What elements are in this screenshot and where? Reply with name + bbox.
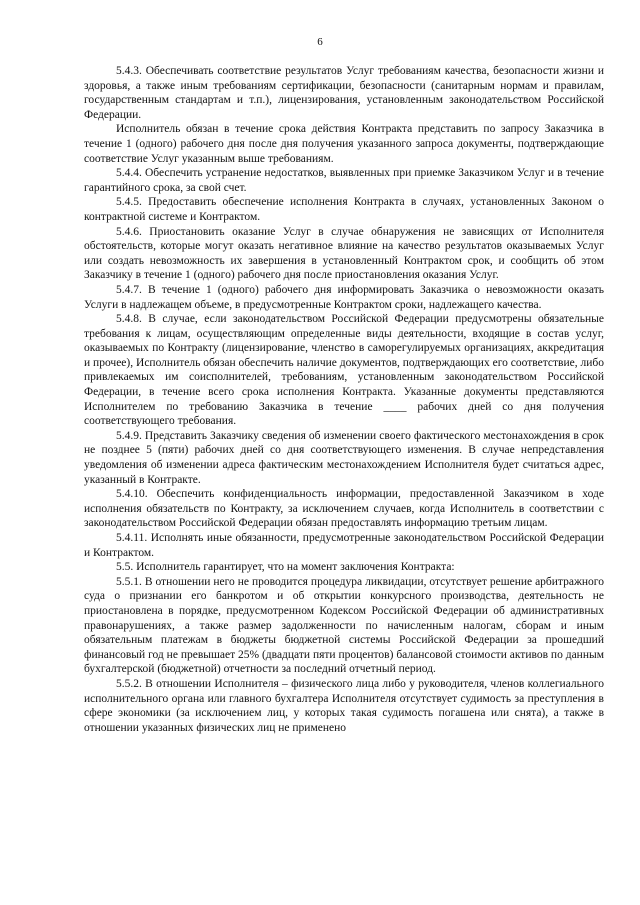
clause-5-4-6: 5.4.6. Приостановить оказание Услуг в случае обнаружения не зависящих от Исполнителя обстоятельств, которые могут оказать негативное влияние на качество результатов оказываемых Услуг или создать невозможность их завершения в установленный Контрактом срок, и сообщить об этом Заказчику в течение 1 (одного) рабочего дня после приостановления оказания Услуг. [84, 225, 604, 282]
document-body [84, 64, 604, 735]
clause-5-4-10: 5.4.10. Обеспечить конфиденциальность информации, предоставленной Заказчиком в ходе исполнения обязательств по Контракту, за исключением случаев, когда Исполнитель в соответствии с законодательством Российской Федерации обязан предоставлять информацию третьим лицам. [84, 488, 604, 530]
clause-5-5: 5.5. Исполнитель гарантирует, что на момент заключения Контракта: [116, 561, 455, 574]
clause-5-4-8: 5.4.8. В случае, если законодательством Российской Федерации предусмотрены обязательные требования к лицам, осуществляющим определенные виды деятельности, входящие в состав услуг, оказываемых по Контракту (лицензирование, членство в саморегулируемых организациях, аккредитация и прочее), Исполнитель обязан обеспечить наличие документов, подтверждающих его соответствие, либо привлекаемых им соисполнителей, требованиям, установленным законодательством Российской Федерации, в течение всего срока исполнения Контракта. Указанные документы представляются Исполнителем по требованию Заказчика в течение ____ рабочих дней со дня получения соответствующего требования. [84, 313, 604, 428]
clause-5-5-1: 5.5.1. В отношении него не проводится процедура ликвидации, отсутствует решение арбитражного суда о признании его банкротом и об открытии конкурсного производства, деятельность не приостановлена в порядке, предусмотренном Кодексом Российской Федерации об административных правонарушениях, а также размер задолженности по начисленным налогам, сборам и иным обязательным платежам в бюджеты бюджетной системы Российской Федерации за прошедший финансовый год не превышает 25% (двадцати пяти процентов) балансовой стоимости активов по данным бухгалтерской (бюджетной) отчетности за последний отчетный период. [84, 575, 604, 676]
clause-5-4-5: 5.4.5. Предоставить обеспечение исполнения Контракта в случаях, установленных Законом о контрактной системе и Контрактом. [84, 196, 604, 223]
clause-5-4-4: 5.4.4. Обеспечить устранение недостатков, выявленных при приемке Заказчиком Услуг и в течение гарантийного срока, за свой счет. [84, 167, 604, 194]
clause-5-4-3: 5.4.3. Обеспечивать соответствие результатов Услуг требованиям качества, безопасности жизни и здоровья, а также иным требованиям сертификации, безопасности (санитарным нормам и правилам, государственным стандартам и т.п.), лицензирования, установленным законодательством Российской Федерации. [84, 65, 604, 121]
clause-5-4-3-documents: Исполнитель обязан в течение срока действия Контракта представить по запросу Заказчика в течение 1 (одного) рабочего дня после дня получения указанного запроса документы, подтверждающие соответствие Услуг указанным выше требованиям. [84, 123, 604, 165]
clause-5-4-11: 5.4.11. Исполнять иные обязанности, предусмотренные законодательством Российской Федерации и Контрактом. [84, 532, 604, 559]
clause-5-5-2: 5.5.2. В отношении Исполнителя – физического лица либо у руководителя, членов коллегиального исполнительного органа или главного бухгалтера Исполнителя отсутствует судимость за преступления в сфере экономики (за исключением лиц, у которых такая судимость погашена или снята), а также в отношении указанных физических лиц не применено [84, 677, 604, 734]
clause-5-4-7: 5.4.7. В течение 1 (одного) рабочего дня информировать Заказчика о невозможности оказать Услуги в надлежащем объеме, в предусмотренные Контрактом сроки, надлежащего качества. [84, 283, 604, 311]
page-number: 6 [317, 36, 323, 48]
clause-5-4-9: 5.4.9. Представить Заказчику сведения об изменении своего фактического местонахождения в срок не позднее 5 (пяти) рабочих дней со дня соответствующего изменения. В случае непредставления уведомления об изменении адреса фактическим местонахождением Исполнителя будет считаться адрес, указанный в Контракте. [84, 429, 604, 486]
